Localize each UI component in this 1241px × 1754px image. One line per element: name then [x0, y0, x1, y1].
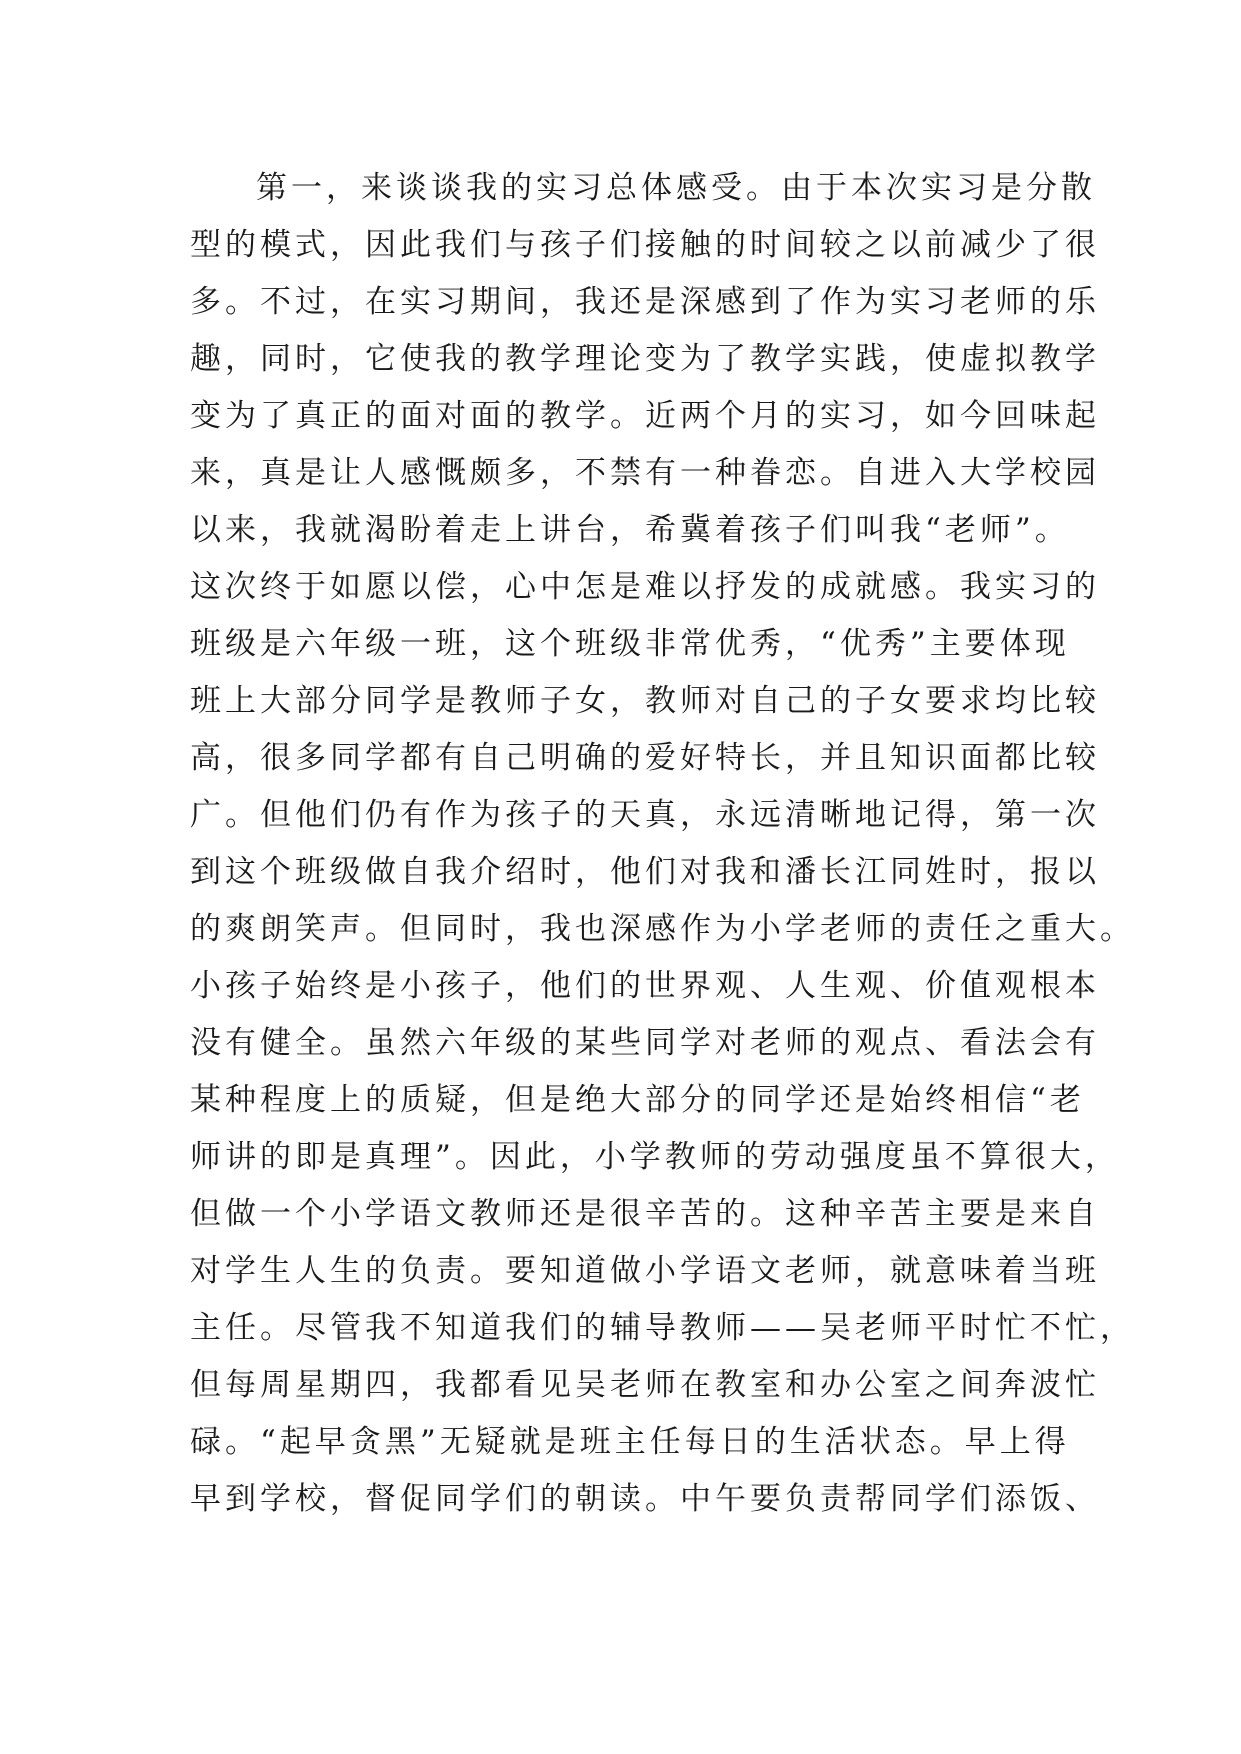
text-line: 广。但他们仍有作为孩子的天真，永远清晰地记得，第一次 — [190, 797, 1100, 833]
text-line: 班级是六年级一班，这个班级非常优秀，“优秀”主要体现 — [190, 626, 1070, 662]
text-line: 碌。“起早贪黑”无疑就是班主任每日的生活状态。早上得 — [190, 1424, 1070, 1460]
text-line: 多。不过，在实习期间，我还是深感到了作为实习老师的乐 — [190, 284, 1100, 320]
text-line: 这次终于如愿以偿，心中怎是难以抒发的成就感。我实习的 — [190, 569, 1100, 605]
text-line: 师讲的即是真理”。因此，小学教师的劳动强度虽不算很大， — [190, 1139, 1120, 1175]
text-line: 没有健全。虽然六年级的某些同学对老师的观点、看法会有 — [190, 1025, 1100, 1061]
text-line: 班上大部分同学是教师子女，教师对自己的子女要求均比较 — [190, 683, 1100, 719]
text-line: 变为了真正的面对面的教学。近两个月的实习，如今回味起 — [190, 398, 1100, 434]
text-line: 以来，我就渴盼着走上讲台，希冀着孩子们叫我“老师”。 — [190, 512, 1070, 548]
text-line: 来，真是让人感慨颇多，不禁有一种眷恋。自进入大学校园 — [190, 455, 1100, 491]
text-line: 但每周星期四，我都看见吴老师在教室和办公室之间奔波忙 — [190, 1367, 1100, 1403]
text-line: 的爽朗笑声。但同时，我也深感作为小学老师的责任之重大。 — [190, 911, 1135, 947]
text-line: 型的模式，因此我们与孩子们接触的时间较之以前减少了很 — [190, 227, 1100, 263]
text-line: 趣，同时，它使我的教学理论变为了教学实践，使虚拟教学 — [190, 341, 1100, 377]
text-line: 第一，来谈谈我的实习总体感受。由于本次实习是分散 — [256, 170, 1096, 206]
text-line: 高，很多同学都有自己明确的爱好特长，并且知识面都比较 — [190, 740, 1100, 776]
text-line: 早到学校，督促同学们的朝读。中午要负责帮同学们添饭、 — [190, 1481, 1100, 1517]
text-line: 对学生人生的负责。要知道做小学语文老师，就意味着当班 — [190, 1253, 1100, 1289]
text-line: 到这个班级做自我介绍时，他们对我和潘长江同姓时，报以 — [190, 854, 1100, 890]
text-line: 小孩子始终是小孩子，他们的世界观、人生观、价值观根本 — [190, 968, 1100, 1004]
text-line: 某种程度上的质疑，但是绝大部分的同学还是始终相信“老 — [190, 1082, 1085, 1118]
text-line: 主任。尽管我不知道我们的辅导教师——吴老师平时忙不忙， — [190, 1310, 1135, 1346]
body-paragraph — [190, 160, 1135, 1528]
text-line: 但做一个小学语文教师还是很辛苦的。这种辛苦主要是来自 — [190, 1196, 1100, 1232]
